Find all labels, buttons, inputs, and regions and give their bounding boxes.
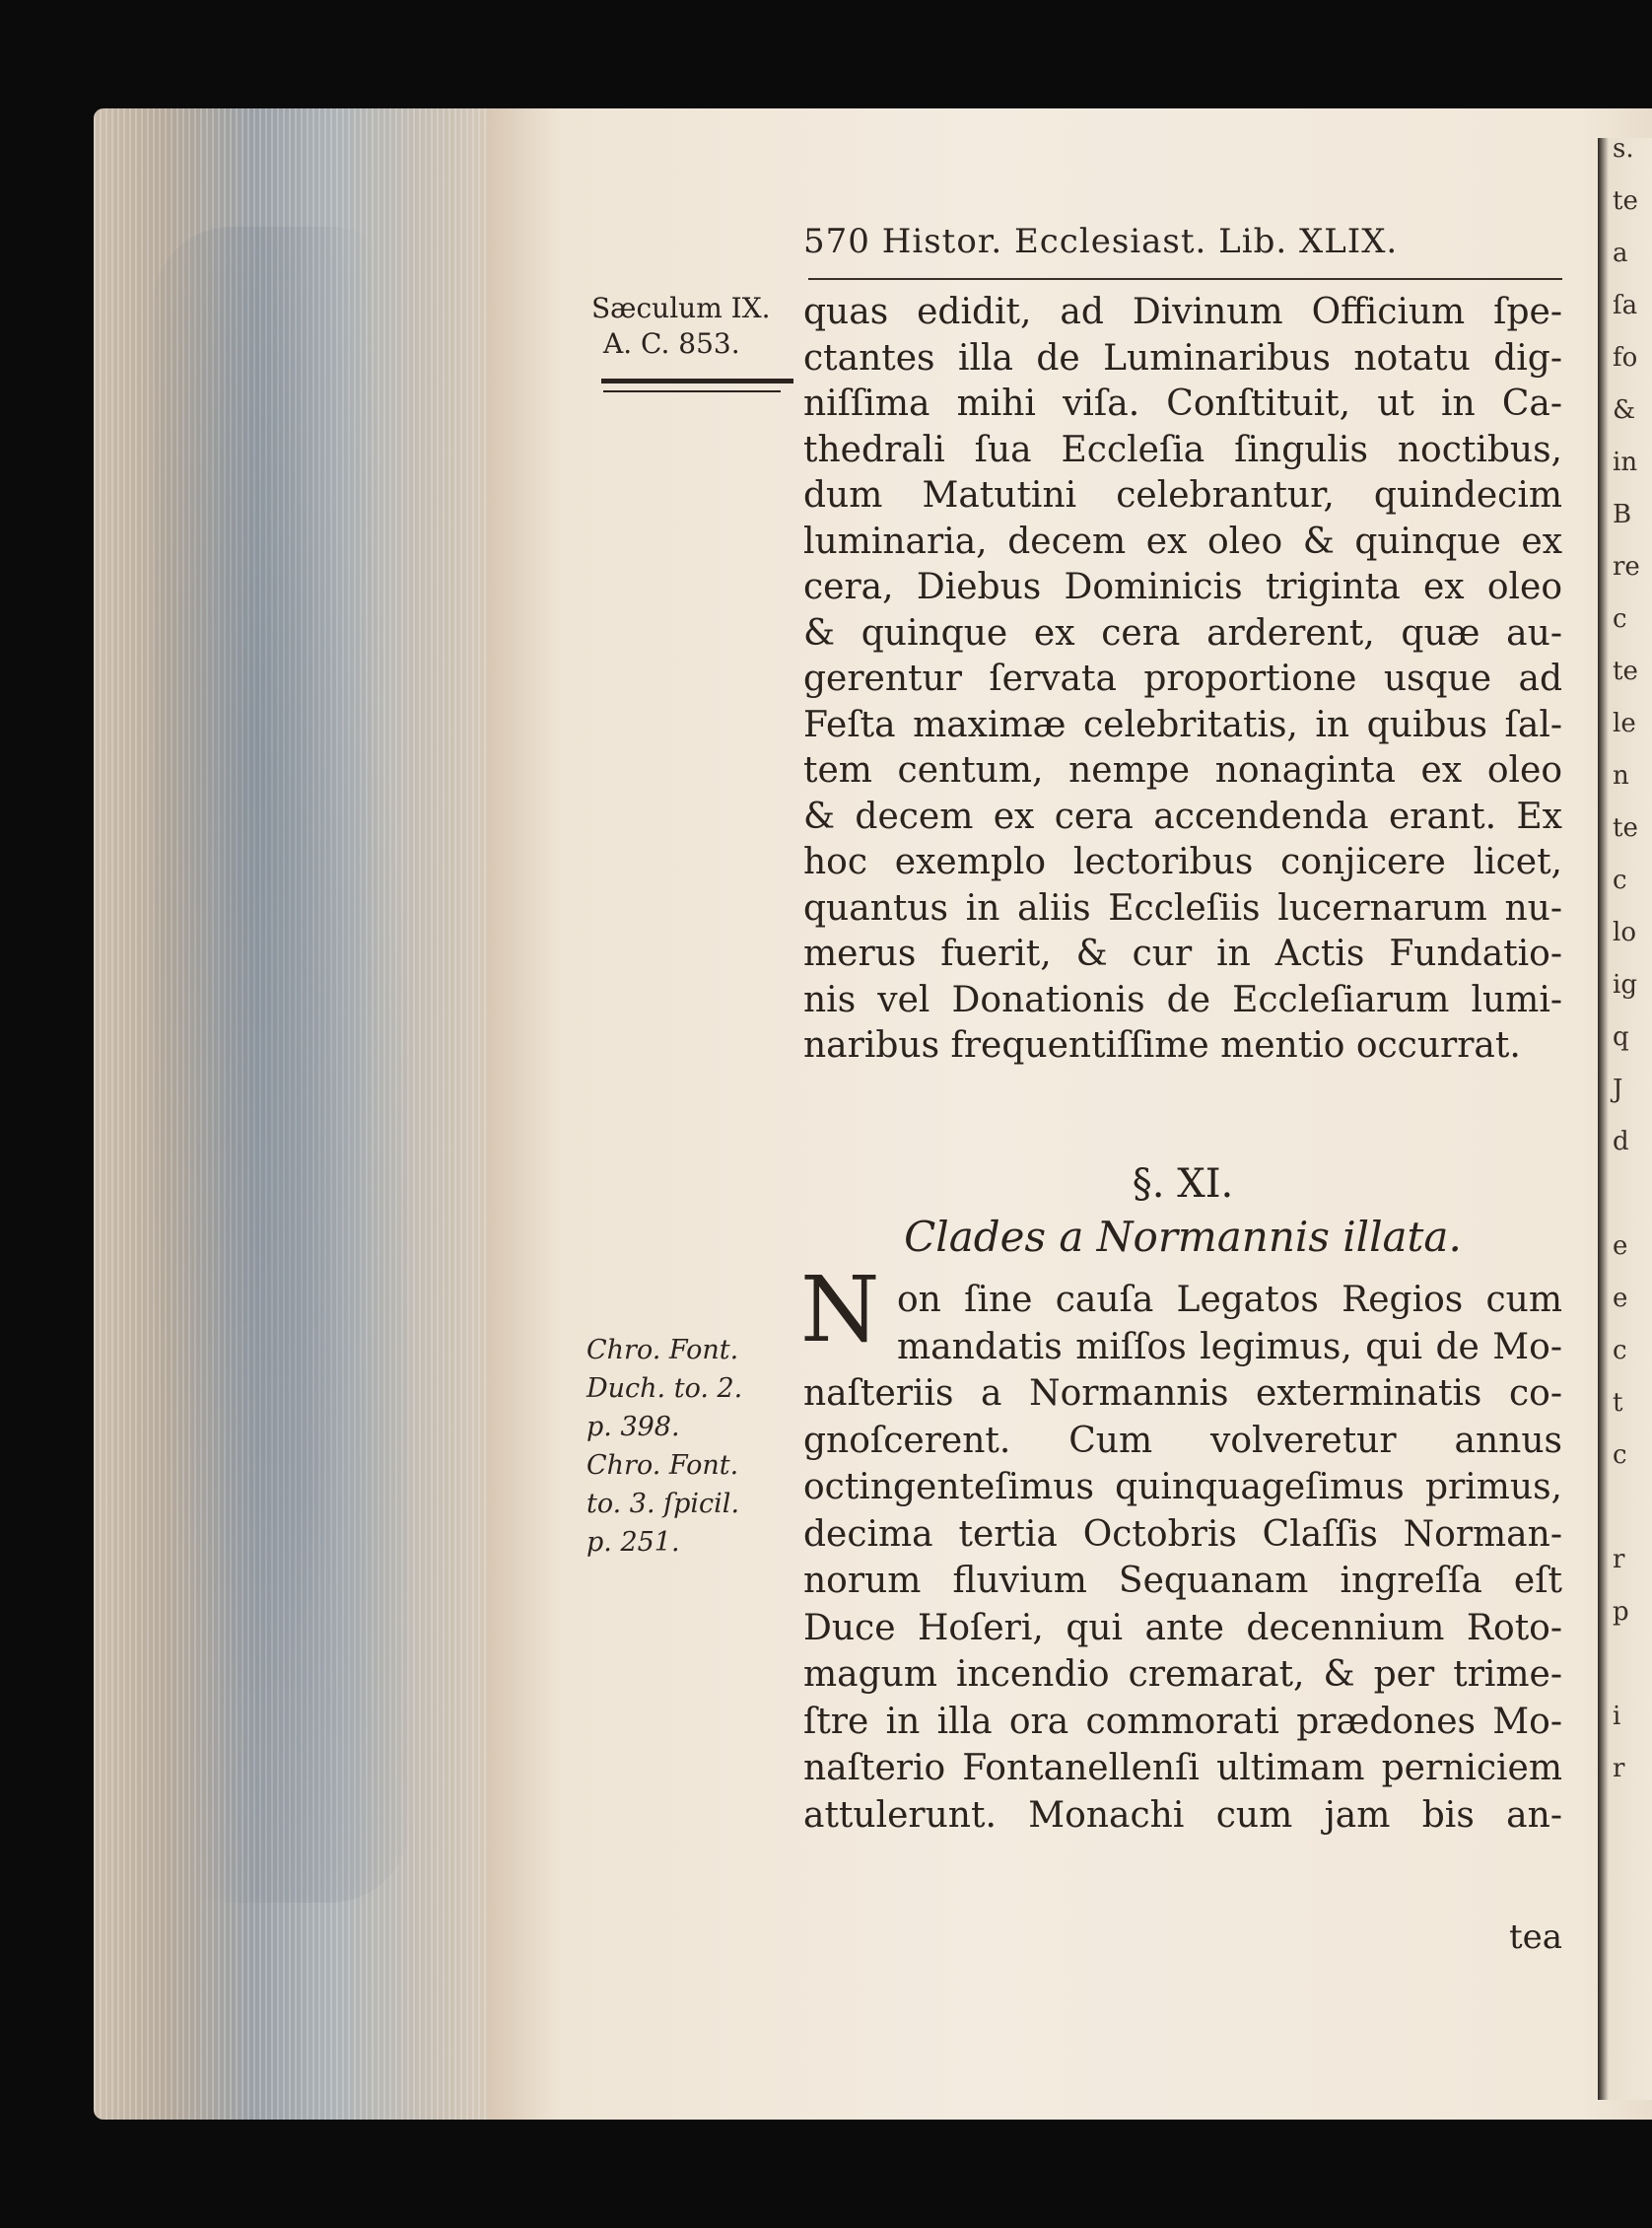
facing-fragment: re — [1613, 552, 1640, 582]
text-line: & quinque ex cera arderent, quæ au- — [803, 612, 1562, 654]
facing-page-fragments — [1613, 123, 1652, 1795]
facing-fragment: c — [1613, 1336, 1627, 1365]
catchword: tea — [1508, 1917, 1562, 1957]
margin-ref: p. 251. — [586, 1527, 680, 1558]
facing-fragment: p — [1613, 1597, 1629, 1627]
facing-fragment: i — [1613, 1702, 1621, 1731]
text-line: Duce Hoſeri, qui ante decennium Roto- — [803, 1607, 1562, 1648]
text-line: naſterio Fontanellenſi ultimam perniciem — [803, 1748, 1562, 1788]
text-line: quantus in aliis Eccleſiis lucernarum nu- — [803, 887, 1562, 929]
text-line: & decem ex cera accendenda erant. Ex — [803, 796, 1562, 837]
facing-fragment: d — [1613, 1127, 1629, 1156]
facing-fragment: e — [1613, 1231, 1628, 1261]
facing-fragment: t — [1613, 1388, 1623, 1418]
facing-fragment: c — [1613, 604, 1627, 634]
text-line: Feſta maximæ celebritatis, in quibus ſal- — [803, 704, 1562, 745]
drop-capital: N — [800, 1257, 880, 1362]
facing-fragment — [1613, 1168, 1652, 1220]
text-line: merus fuerit, & cur in Actis Fundatio- — [803, 934, 1562, 974]
facing-fragment — [1613, 1638, 1652, 1691]
text-line: gerentur ſervata proportione usque ad — [803, 659, 1562, 699]
margin-ref: to. 3. ſpicil. — [586, 1489, 740, 1519]
section-number: §. XI. — [1132, 1161, 1234, 1207]
facing-fragment — [1613, 1482, 1652, 1534]
facing-fragment: q — [1613, 1022, 1629, 1052]
margin-references — [586, 1331, 808, 1562]
facing-fragment: lo — [1613, 918, 1636, 947]
facing-fragment: ig — [1613, 970, 1637, 1000]
facing-fragment: fo — [1613, 343, 1638, 373]
text-line: ſtre in illa ora commorati prædones Mo- — [803, 1701, 1562, 1742]
section-text-block — [803, 1277, 1562, 1839]
header-rule — [808, 278, 1562, 280]
marbled-edge-pattern — [153, 227, 409, 1903]
facing-fragment: s. — [1613, 134, 1634, 164]
running-header: 570 Histor. Ecclesiast. Lib. XLIX. — [803, 222, 1399, 261]
facing-fragment: le — [1613, 709, 1636, 738]
text-line: magum incendio cremarat, & per trime- — [803, 1654, 1562, 1695]
margin-rule-thin — [603, 390, 781, 392]
page-edges — [94, 108, 498, 2120]
text-line: dum Matutini celebrantur, quindecim — [803, 475, 1562, 516]
facing-fragment: r — [1613, 1754, 1625, 1783]
text-line: decima tertia Octobris Claſſis Norman- — [803, 1513, 1562, 1555]
facing-fragment: e — [1613, 1284, 1628, 1313]
text-line: attulerunt. Monachi cum jam bis an- — [803, 1794, 1562, 1836]
section-title: Clades a Normannis illata. — [904, 1213, 1462, 1261]
text-line: luminaria, decem ex oleo & quinque ex — [803, 521, 1562, 562]
margin-rule-thick — [601, 379, 793, 383]
text-line: gnoſcerent. Cum volveretur annus — [803, 1420, 1562, 1461]
facing-fragment: c — [1613, 1440, 1627, 1470]
facing-fragment: te — [1613, 186, 1638, 216]
facing-fragment: a — [1613, 239, 1628, 268]
margin-ref: Chro. Font. — [586, 1450, 739, 1481]
text-line: niſſima mihi viſa. Conſtituit, ut in Ca- — [803, 383, 1562, 424]
text-line: tem centum, nempe nonaginta ex oleo — [803, 750, 1562, 791]
margin-ref: Duch. to. 2. — [586, 1373, 743, 1404]
facing-fragment: c — [1613, 866, 1627, 895]
margin-ref: Chro. Font. — [586, 1335, 739, 1365]
margin-saeculum: Sæculum IX. — [591, 292, 771, 324]
facing-fragment: B — [1613, 500, 1632, 529]
margin-ref: p. 398. — [586, 1412, 680, 1442]
facing-fragment: te — [1613, 813, 1638, 843]
text-line: octingenteſimus quinquageſimus primus, — [803, 1467, 1562, 1507]
facing-fragment: in — [1613, 448, 1638, 477]
text-line: mandatis miſſos legimus, qui de Mo- — [897, 1326, 1562, 1367]
facing-fragment: n — [1613, 761, 1629, 791]
margin-date-note — [591, 291, 813, 362]
text-line: ctantes illa de Luminaribus notatu dig- — [803, 337, 1562, 379]
text-line: nis vel Donationis de Eccleſiarum lumi- — [803, 979, 1562, 1020]
text-line: hoc exemplo lectoribus conjicere licet, — [803, 842, 1562, 882]
text-line: cera, Diebus Dominicis triginta ex oleo — [803, 567, 1562, 607]
facing-fragment: te — [1613, 657, 1638, 686]
facing-fragment: J — [1613, 1075, 1623, 1104]
facing-fragment: ſa — [1613, 291, 1638, 320]
text-line: naſteriis a Normannis exterminatis co- — [803, 1373, 1562, 1414]
main-text-block — [803, 290, 1562, 1070]
text-line: quas edidit, ad Divinum Officium ſpe- — [803, 292, 1562, 332]
margin-year: A. C. 853. — [603, 327, 740, 360]
text-line: naribus frequentiſſime mentio occurrat. — [803, 1025, 1521, 1066]
facing-fragment: r — [1613, 1545, 1625, 1574]
text-line: on ſine cauſa Legatos Regios cum — [897, 1280, 1562, 1320]
text-line: thedrali ſua Eccleſia ſingulis noctibus, — [803, 429, 1562, 470]
facing-fragment: & — [1613, 395, 1636, 425]
text-line: norum fluvium Sequanam ingreſſa eſt — [803, 1561, 1562, 1601]
